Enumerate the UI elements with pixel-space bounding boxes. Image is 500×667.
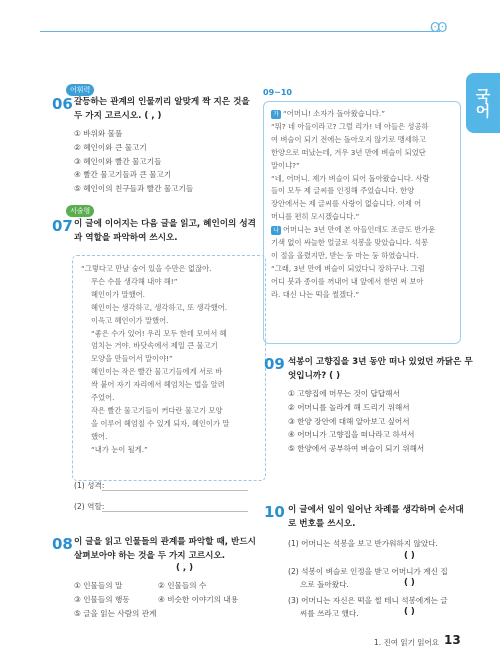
question-06-options <box>74 127 193 196</box>
question-number-10: 10 <box>264 503 285 521</box>
option[interactable]: ④ 어머니가 고향집을 떠나라고 하셔서 <box>288 430 415 440</box>
vocab-badge: 어휘력 <box>66 84 94 96</box>
option[interactable]: ② 혜인이와 큰 물고기 <box>74 142 147 152</box>
order-answer-2[interactable]: ( ) <box>404 578 415 588</box>
order-item-2: (2) 석봉이 벼슬로 인정을 받고 어머니가 계신 집 <box>288 567 448 576</box>
question-number-08: 08 <box>52 535 73 553</box>
option[interactable]: ④ 비슷한 이야기의 내용 <box>158 594 239 604</box>
option[interactable]: ① 인물들의 말 <box>74 581 123 590</box>
answer-role-label: (2) 역할: <box>74 502 105 511</box>
question-09-text: 석봉이 고향집을 3년 동안 떠나 있었던 까닭은 무 엇입니까? ( ) <box>288 357 473 381</box>
option[interactable]: ② 인물들의 수 <box>158 581 207 590</box>
marker-na: 나 <box>271 226 281 235</box>
order-item-2-cont: 으로 돌아왔다. <box>300 580 349 589</box>
option[interactable]: ⑤ 혜인이의 친구들과 빨간 물고기들 <box>74 184 194 194</box>
quote-box: “그렇다고 만날 숨어 있을 수만은 없잖아. 무슨 수를 생각해 내야 해!” 혜인이가 말했어. 혜인이는 생각하고, 생각하고, 또 생각했어. 이윽고 혜인이가 말했어. “좋은 수가 있어! 우리 모두 한데 모여서 헤 엄치는 거야. 바닷속에서 제일 큰 물고기 모양을 만들어서 말이야!” 혜인이는 작은 빨간 물고기들에게 서로 바 싹 붙어 자기 자리에서 헤엄치는 법을 알려 주었어. 작은 빨간 물고기들이 커다란 물고기 모양 을 이루어 헤엄칠 수 있게 되자, 혜인이가 말 했어. “내가 눈이 될게.” <box>72 255 266 481</box>
option[interactable]: ④ 빨간 물고기들과 큰 물고기 <box>74 170 172 180</box>
order-item-3: (3) 어머니는 자신은 떡을 썰 테니 석봉에게는 글 <box>288 596 448 605</box>
question-07-text: 이 글에 이어지는 다음 글을 읽고, 혜인이의 성격 과 역할을 파악하여 쓰시오. <box>74 219 256 243</box>
page-number: 13 <box>444 633 461 647</box>
question-08-options <box>74 579 258 620</box>
question-number-06: 06 <box>52 95 73 113</box>
order-item-1: (1) 어머니는 석봉을 보고 반가워하지 않았다. <box>288 539 438 548</box>
answer-personality-line[interactable] <box>102 490 248 491</box>
question-09-options <box>288 387 424 456</box>
option[interactable]: ③ 한양 장안에 대해 알아보고 싶어서 <box>288 416 410 426</box>
question-number-09: 09 <box>264 355 285 373</box>
footer-section: 1. 진여 읽기 읽어요 <box>374 638 440 647</box>
decor-curl-icon: ʘʘ <box>430 21 445 36</box>
answer-paren[interactable]: ( , ) <box>176 563 194 573</box>
order-item-3-cont: 씨를 쓰라고 했다. <box>300 609 359 618</box>
reading-passage: 가 “어머니! 소자가 돌아왔습니다.” “뭐? 네 아들이라고? 그럴 리가! 네 아들은 성공하 여 벼슬이 되기 전에는 돌아오지 않기로 맹세하고 한양으로 떠났는데, 겨우 3년 만에 벼슬이 되었단 말이냐?” “네, 어머니. 제가 벼슬이 되어 돌아왔습니다. 사람 들이 모두 제 글씨를 인정해 주었습니다. 한양 장안에서는 제 글씨를 사랑이 없습니다. 이제 어 머니를 편히 모시겠습니다.” 나 어머니는 3년 만에 본 아들인데도 조금도 반가운 기색 없이 싸늘한 얼굴로 석봉을 맞았습니다. 석봉 이 절을 올렸지만, 받는 둥 마는 둥 하였습니다. “그래, 3년 만에 벼슬이 되었다니 장하구나. 그럼 어디 붓과 종이를 꺼내어 내 앞에서 한번 써 보아 라. 대신 나는 떡을 썰겠다.” <box>263 101 461 344</box>
question-10-text: 이 글에서 일이 일어난 차례를 생각하며 순서대 로 번호를 쓰시오. <box>288 505 464 529</box>
question-number-07: 07 <box>52 217 73 235</box>
option[interactable]: ⑤ 글을 읽는 사람의 관계 <box>74 608 157 618</box>
option[interactable]: ① 바위와 물풀 <box>74 129 123 138</box>
question-08-text: 이 글을 읽고 인물들의 관계를 파악할 때, 반드시 살펴보아야 하는 것을 두 가지 고르시오. <box>74 537 256 561</box>
subject-side-tab: 국어 <box>466 73 500 133</box>
option[interactable]: ② 어머니를 놀라게 해 드리기 위해서 <box>288 402 410 412</box>
question-06-text: 갈등하는 관계의 인물끼리 알맞게 짝 지은 것을 두 가지 고르시오. ( , ) <box>74 97 250 121</box>
option[interactable]: ⑤ 한양에서 공부하여 벼슬이 되기 위해서 <box>288 444 425 454</box>
option[interactable]: ③ 혜인이와 빨간 물고기들 <box>74 156 162 166</box>
answer-role-line[interactable] <box>102 511 248 512</box>
order-answer-1[interactable]: ( ) <box>404 551 415 561</box>
descriptive-badge: 서술형 <box>66 205 94 217</box>
range-tag: 09~10 <box>263 88 292 97</box>
option[interactable]: ③ 인물들의 행동 <box>74 594 130 604</box>
marker-ga: 가 <box>271 110 281 119</box>
answer-personality-label: (1) 성격: <box>74 481 105 490</box>
header-rule <box>40 31 440 32</box>
order-answer-3[interactable]: ( ) <box>404 607 415 617</box>
option[interactable]: ① 고향집에 머무는 것이 답답해서 <box>288 389 400 398</box>
